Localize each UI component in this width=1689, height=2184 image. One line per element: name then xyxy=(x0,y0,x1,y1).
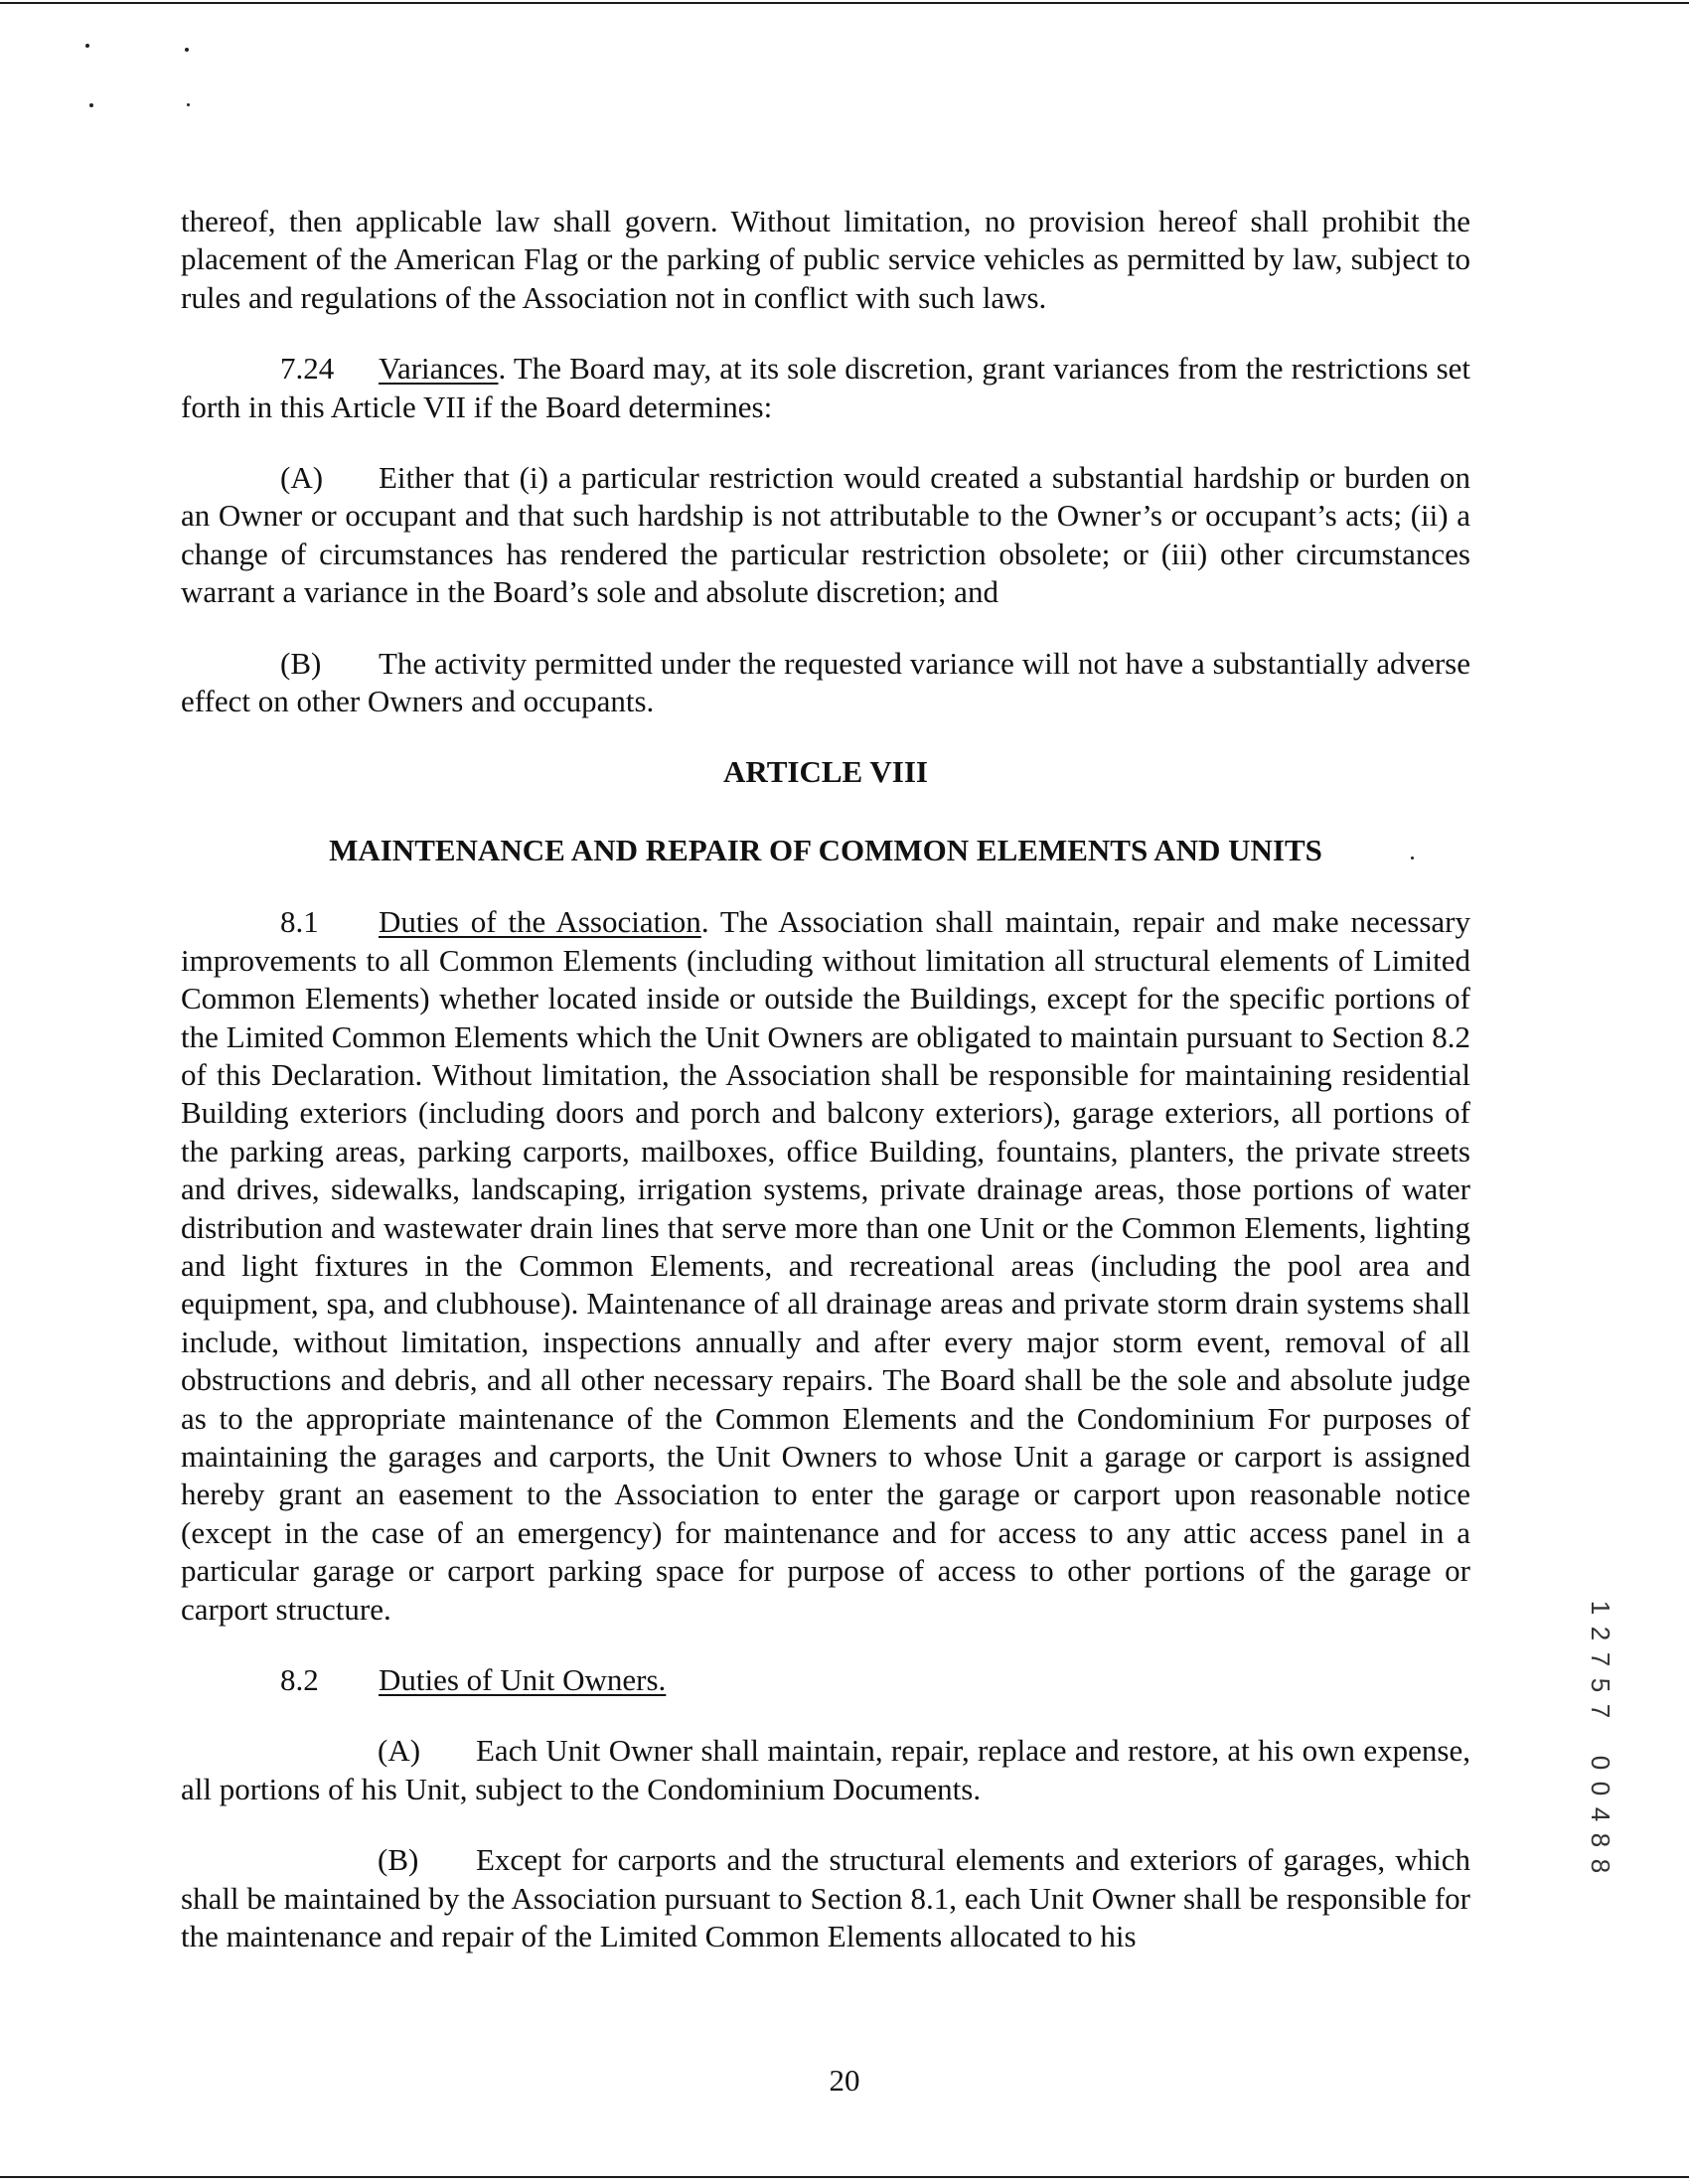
section-title: Duties of Unit Owners. xyxy=(379,1662,667,1697)
document-body xyxy=(181,203,1470,1988)
section-text: . The Board may, at its sole discretion, grant variances from the restrictions set forth in this Article VII if the Board determines: xyxy=(181,351,1470,424)
scan-border-bottom xyxy=(0,2176,1689,2178)
scan-speck xyxy=(187,103,190,106)
stamp-digit: 7 xyxy=(1586,1651,1615,1667)
section-8-2 xyxy=(181,1661,1470,1699)
section-8-2-b xyxy=(181,1841,1470,1955)
subsection-number: (A) xyxy=(378,1733,421,1769)
scan-border-top xyxy=(0,2,1689,4)
stamp-digit: 0 xyxy=(1586,1781,1615,1796)
stamp-digit: 5 xyxy=(1586,1677,1615,1693)
stamp-digit: 2 xyxy=(1586,1626,1615,1641)
section-8-2-a xyxy=(181,1732,1470,1808)
section-title: Duties of the Association xyxy=(379,904,701,940)
scan-speck xyxy=(85,44,89,48)
stamp-digit: 1 xyxy=(1586,1600,1615,1616)
scan-speck xyxy=(89,103,93,107)
continuation-paragraph: thereof, then applicable law shall govern. Without limitation, no provision hereof shall prohibit the placement of the American Flag or the parking of public service vehicles as permitted by law, subject to rules and regulations of the Association not in conflict with such laws. xyxy=(181,204,1470,315)
recording-stamp xyxy=(1580,1595,1619,1893)
subsection-text: Either that (i) a particular restriction would created a substantial hardship or burden on an Owner or occupant and that such hardship is not attributable to the Owner’s or occupant’s acts; (ii) a change of circumstances has rendered the particular restriction obsolete; or (iii) other circumstances warrant a variance in the Board’s sole and absolute discretion; and xyxy=(181,460,1470,610)
subsection-number: (B) xyxy=(378,1842,419,1878)
article-title: MAINTENANCE AND REPAIR OF COMMON ELEMENTS AND UNITS xyxy=(329,832,1322,867)
section-7-24-a xyxy=(181,459,1470,612)
section-number: 8.2 xyxy=(280,1662,319,1697)
scan-speck xyxy=(185,48,189,52)
article-heading: ARTICLE VIII xyxy=(723,754,928,790)
stamp-digit: 4 xyxy=(1586,1806,1615,1822)
stamp-digit: 8 xyxy=(1586,1832,1615,1848)
page-number: 20 xyxy=(829,2063,860,2098)
stamp-digit: 7 xyxy=(1586,1703,1615,1719)
subsection-number: (B) xyxy=(280,645,322,681)
subsection-text: The activity permitted under the requested variance will not have a substantially adverse effect on other Owners and occupants. xyxy=(181,645,1470,719)
subsection-text: Each Unit Owner shall maintain, repair, replace and restore, at his own expense, all portions of his Unit, subject to the Condominium Documents. xyxy=(181,1733,1470,1806)
stamp-digit: 8 xyxy=(1586,1858,1615,1874)
section-title: Variances xyxy=(379,351,499,387)
stamp-digit: 0 xyxy=(1586,1755,1615,1771)
section-7-24 xyxy=(181,350,1470,426)
section-text: . The Association shall maintain, repair and make necessary improvements to all Common Elements (including without limitation all structural elements of Limited Common Elements) whether located inside or outside the Buildings, except for the specific portions of the Limited Common Elements which the Unit Owners are obligated to maintain pursuant to Section 8.2 of this Declaration. Without limitation, the Association shall be responsible for maintaining residential Building exteriors (including doors and porch and balcony exteriors), garage exteriors, all portions of the parking areas, parking carports, mailboxes, office Building, fountains, planters, the private streets and drives, sidewalks, landscaping, irrigation systems, private drainage areas, those portions of water distribution and wastewater drain lines that serve more than one Unit or the Common Elements, lighting and light fixtures in the Common Elements, and recreational areas (including the pool area and equipment, spa, and clubhouse). Maintenance of all drainage areas and private storm drain systems shall include, without limitation, inspections annually and after every major storm event, removal of all obstructions and debris, and all other necessary repairs. The Board shall be the sole and absolute judge as to the appropriate maintenance of the Common Elements and the Condominium For purposes of maintaining the garages and carports, the Unit Owners to whose Unit a garage or carport is assigned hereby grant an easement to the Association to enter the garage or carport upon reasonable notice (except in the case of an emergency) for maintenance and for access to any attic access panel in a particular garage or carport parking space for purpose of access to other portions of the garage or carport structure. xyxy=(181,904,1470,1627)
section-7-24-b xyxy=(181,645,1470,721)
section-number: 7.24 xyxy=(280,351,335,387)
section-8-1 xyxy=(181,903,1470,1629)
subsection-text: Except for carports and the structural elements and exteriors of garages, which shall be maintained by the Association pursuant to Section 8.1, each Unit Owner shall be responsible for the maintenance and repair of the Limited Common Elements allocated to his xyxy=(181,1842,1470,1954)
section-number: 8.1 xyxy=(280,904,319,940)
subsection-number: (A) xyxy=(280,460,324,496)
